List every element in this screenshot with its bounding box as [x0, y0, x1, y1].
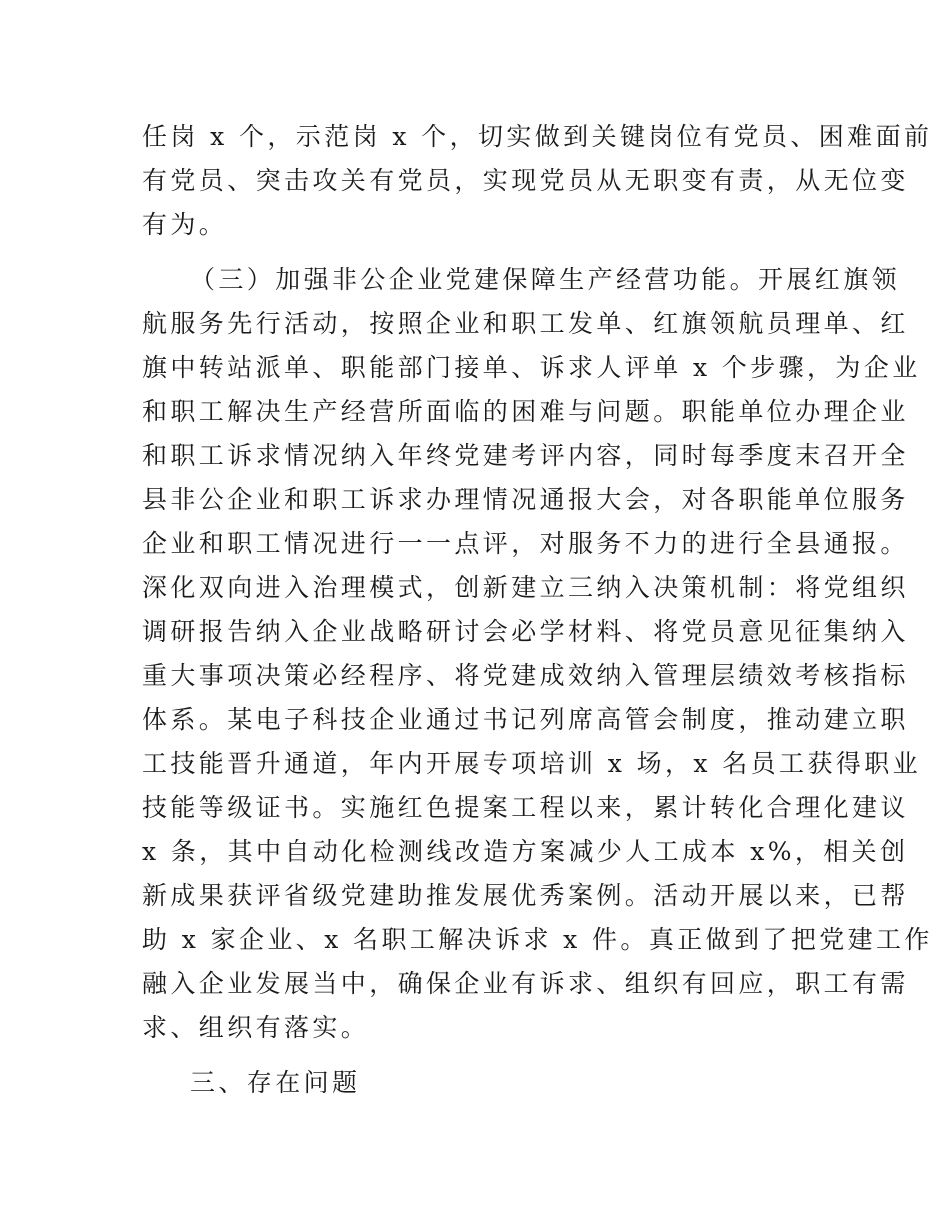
paragraph-1-line-2: 有党员、突击攻关有党员，实现党员从无职变有责，从无位变: [142, 166, 909, 195]
paragraph-1-line-3: 有为。: [142, 210, 228, 239]
paragraph-2-line-15: 新成果获评省级党建助推发展优秀案例。活动开展以来，已帮: [142, 881, 909, 910]
paragraph-2-line-17: 融入企业发展当中，确保企业有诉求、组织有回应，职工有需: [142, 969, 909, 998]
paragraph-2-line-1: （三）加强非公企业党建保障生产经营功能。开展红旗领: [190, 265, 901, 294]
paragraph-2-line-9: 调研报告纳入企业战略研讨会必学材料、将党员意见征集纳入: [142, 617, 909, 646]
paragraph-2-line-4: 和职工解决生产经营所面临的困难与问题。职能单位办理企业: [142, 397, 909, 426]
section-heading: 三、存在问题: [190, 1068, 361, 1097]
paragraph-2-line-3: 旗中转站派单、职能部门接单、诉求人评单 x 个步骤，为企业: [142, 353, 921, 382]
paragraph-2-line-10: 重大事项决策必经程序、将党建成效纳入管理层绩效考核指标: [142, 661, 909, 690]
paragraph-2-line-13: 技能等级证书。实施红色提案工程以来，累计转化合理化建议: [142, 793, 909, 822]
paragraph-2-line-6: 县非公企业和职工诉求办理情况通报大会，对各职能单位服务: [142, 485, 909, 514]
paragraph-2-line-12: 工技能晋升通道，年内开展专项培训 x 场，x 名员工获得职业: [142, 749, 922, 778]
paragraph-2-line-14: x 条，其中自动化检测线改造方案减少人工成本 x%，相关创: [142, 837, 909, 866]
paragraph-2-line-11: 体系。某电子科技企业通过书记列席高管会制度，推动建立职: [142, 705, 909, 734]
paragraph-2-line-8: 深化双向进入治理模式，创新建立三纳入决策机制：将党组织: [142, 573, 909, 602]
paragraph-2-line-18: 求、组织有落实。: [142, 1013, 370, 1042]
paragraph-1-line-1: 任岗 x 个，示范岗 x 个，切实做到关键岗位有党员、困难面前: [142, 122, 933, 151]
paragraph-2-line-7: 企业和职工情况进行一一点评，对服务不力的进行全县通报。: [142, 529, 909, 558]
paragraph-2-line-16: 助 x 家企业、x 名职工解决诉求 x 件。真正做到了把党建工作: [142, 925, 933, 954]
paragraph-2-line-5: 和职工诉求情况纳入年终党建考评内容，同时每季度末召开全: [142, 441, 909, 470]
paragraph-2-line-2: 航服务先行活动，按照企业和职工发单、红旗领航员理单、红: [142, 309, 909, 338]
